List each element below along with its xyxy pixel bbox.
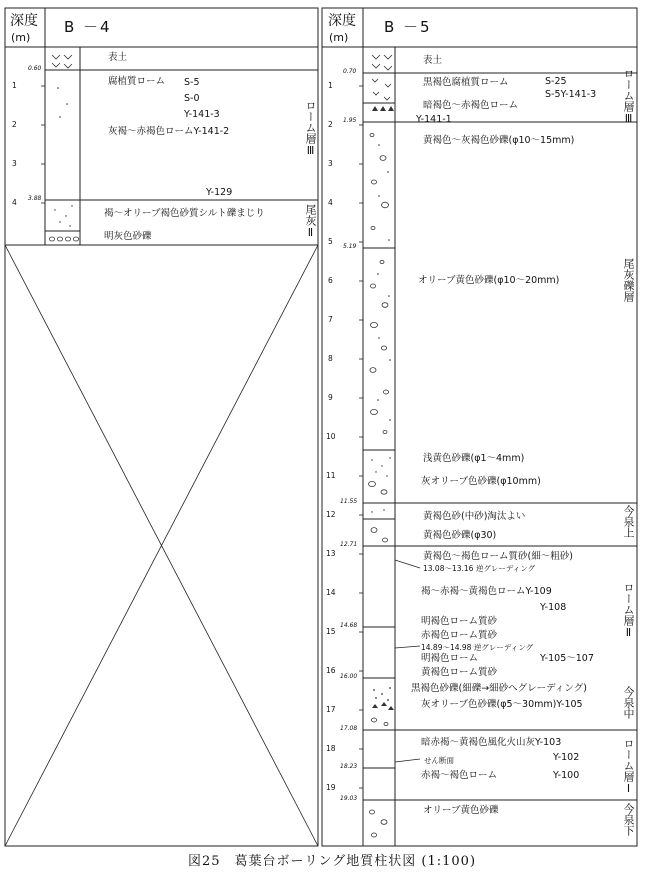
b4-boundary-mark: 0.60 <box>28 65 42 72</box>
b5-formation-label: ローム層Ⅰ <box>622 738 635 795</box>
b5-boundary-mark: 5.19 <box>343 243 357 250</box>
b4-layer-label: 明灰色砂礫 <box>104 231 152 242</box>
b5-layer-label: オリーブ黄色砂礫(φ10～20mm) <box>418 275 560 286</box>
b5-boundary-mark: 1.95 <box>343 117 357 124</box>
b5-depth-tick: 18 <box>326 744 336 753</box>
b5-tephra-id: Y-100 <box>553 770 580 781</box>
b5-depth-label: 深度 <box>328 13 356 29</box>
b4-depth-label: 深度 <box>10 13 38 29</box>
b5-layer-label: 黒褐色腐植質ローム <box>423 77 509 88</box>
b5-depth-tick: 16 <box>326 666 336 675</box>
b5-boundary-mark: 17.08 <box>340 725 358 732</box>
b5-depth-tick: 9 <box>328 393 333 402</box>
b5-boundary-mark: 19.03 <box>340 795 358 802</box>
b5-depth-tick: 15 <box>326 627 336 636</box>
b5-depth-tick: 13 <box>326 549 336 558</box>
b5-layer-label: 黄褐色ローム質砂 <box>421 667 498 678</box>
b4-depth-tick: 4 <box>12 198 17 207</box>
b5-layer-label: 赤褐～褐色ローム <box>421 770 498 781</box>
b4-depth-unit: (m) <box>11 31 31 44</box>
b5-boundary-mark: 11.55 <box>340 498 358 505</box>
b5-layer-label: 黄褐色砂礫(φ30) <box>423 530 497 541</box>
b4-depth-tick: 2 <box>12 120 17 129</box>
b5-depth-tick: 8 <box>328 354 333 363</box>
b5-layer-note: 14.89～14.98 逆グレーディング <box>421 643 534 652</box>
b4-layer-label: 表土 <box>108 52 128 63</box>
b5-layer-label: 黄褐色～褐色ローム質砂(細～粗砂) <box>423 551 573 562</box>
figure-caption: 図25 葛葉台ボーリング地質柱状図 (1:100) <box>188 854 477 869</box>
b5-depth-tick: 11 <box>326 471 336 480</box>
b5-layer-note: 13.08～13.16 逆グレーディング <box>423 564 536 573</box>
b5-layer-label: 表土 <box>423 55 443 66</box>
b5-formation-label: 今泉中 <box>622 686 635 719</box>
b5-boundary-mark: 14.68 <box>340 622 358 629</box>
b5-layer-label: 浅黄色砂礫(φ1～4mm) <box>423 453 525 464</box>
b4-layer-label: 腐植質ローム <box>108 76 166 87</box>
b5-depth-tick: 2 <box>328 120 333 129</box>
b5-layer-label: オリーブ黄色砂礫 <box>423 805 499 816</box>
b5-frame <box>322 8 637 846</box>
b4-formation-label: 尾灰Ⅱ <box>304 204 317 239</box>
b5-formation-label: 今泉下 <box>622 803 635 836</box>
b4-sample-id: Y-141-3 <box>184 109 220 120</box>
b5-depth-tick: 17 <box>326 705 336 714</box>
b4-title: B －4 <box>64 18 112 36</box>
b5-sample-id: S-25 <box>545 76 567 87</box>
b5-layer-label: 明褐色ローム <box>421 653 479 664</box>
b5-depth-tick: 10 <box>326 432 336 441</box>
b5-boundary-mark: 0.70 <box>343 68 357 75</box>
b5-layer-label: 明褐色ローム質砂 <box>421 616 498 627</box>
b5-layer-label: 黒褐色砂礫(細礫→細砂へグレーディング) <box>411 683 587 694</box>
b4-layer-label: 褐～オリーブ褐色砂質シルト礫まじり <box>104 208 265 219</box>
b5-layer-label: 黄褐色砂(中砂)淘汰よい <box>423 511 526 522</box>
b5-layer-label: 褐～赤褐～黄褐色ロームY-109 <box>421 586 552 597</box>
b5-boundary-mark: 18.23 <box>340 763 358 770</box>
b5-depth-tick: 14 <box>326 588 336 597</box>
b5-layer-label: 暗赤褐～黄褐色風化火山灰Y-103 <box>421 737 562 748</box>
b5-formation-label: ローム層Ⅱ <box>622 582 635 639</box>
b5-title: B －5 <box>384 18 432 36</box>
b5-tephra-id: Y-105～107 <box>540 653 594 664</box>
b5-depth-unit: (m) <box>329 31 349 44</box>
b4-depth-tick: 3 <box>12 159 17 168</box>
b5-layer-label: 赤褐色ローム質砂 <box>421 630 498 641</box>
b5-depth-tick: 19 <box>326 783 336 792</box>
b5-sample-id: S-5Y-141-3 <box>545 89 597 100</box>
b5-formation-label: 尾灰礫層 <box>622 258 635 302</box>
b4-tephra-id: Y-129 <box>206 187 233 198</box>
b5-formation-label: ローム層Ⅲ <box>622 68 635 125</box>
b5-depth-tick: 3 <box>328 159 333 168</box>
b4-formation-label: ローム層Ⅲ <box>304 100 317 157</box>
b5-layer-label: 暗褐色～赤褐色ローム <box>423 100 519 111</box>
b5-layer-label: 灰オリーブ色砂礫(φ10mm) <box>421 476 541 487</box>
b5-layer-label: 灰オリーブ色砂礫(φ5～30mm)Y-105 <box>421 699 583 710</box>
b5-tephra-id: Y-141-1 <box>416 114 452 125</box>
b4-depth-tick: 1 <box>12 81 17 90</box>
b4-boundary-mark: 3.88 <box>28 195 42 202</box>
b4-layer-label: 灰褐～赤褐色ロームY-141-2 <box>108 126 230 137</box>
b5-depth-tick: 1 <box>328 81 333 90</box>
b5-depth-tick: 5 <box>328 237 333 246</box>
b5-depth-tick: 12 <box>326 510 336 519</box>
b5-depth-tick: 4 <box>328 198 333 207</box>
b5-layer-label: 黄褐色～灰褐色砂礫(φ10～15mm) <box>423 135 575 146</box>
b4-sample-id: S-0 <box>184 93 200 104</box>
b5-tephra-id: Y-102 <box>553 752 580 763</box>
b5-boundary-mark: 12.71 <box>340 541 358 548</box>
b5-formation-label: 今泉上 <box>622 505 635 538</box>
b5-tephra-id: Y-108 <box>540 602 567 613</box>
b5-depth-tick: 6 <box>328 276 333 285</box>
b5-depth-tick: 7 <box>328 315 333 324</box>
b5-boundary-mark: 16.00 <box>340 673 358 680</box>
b5-layer-note: せん断面 <box>424 756 454 765</box>
b4-sample-id: S-5 <box>184 77 200 88</box>
